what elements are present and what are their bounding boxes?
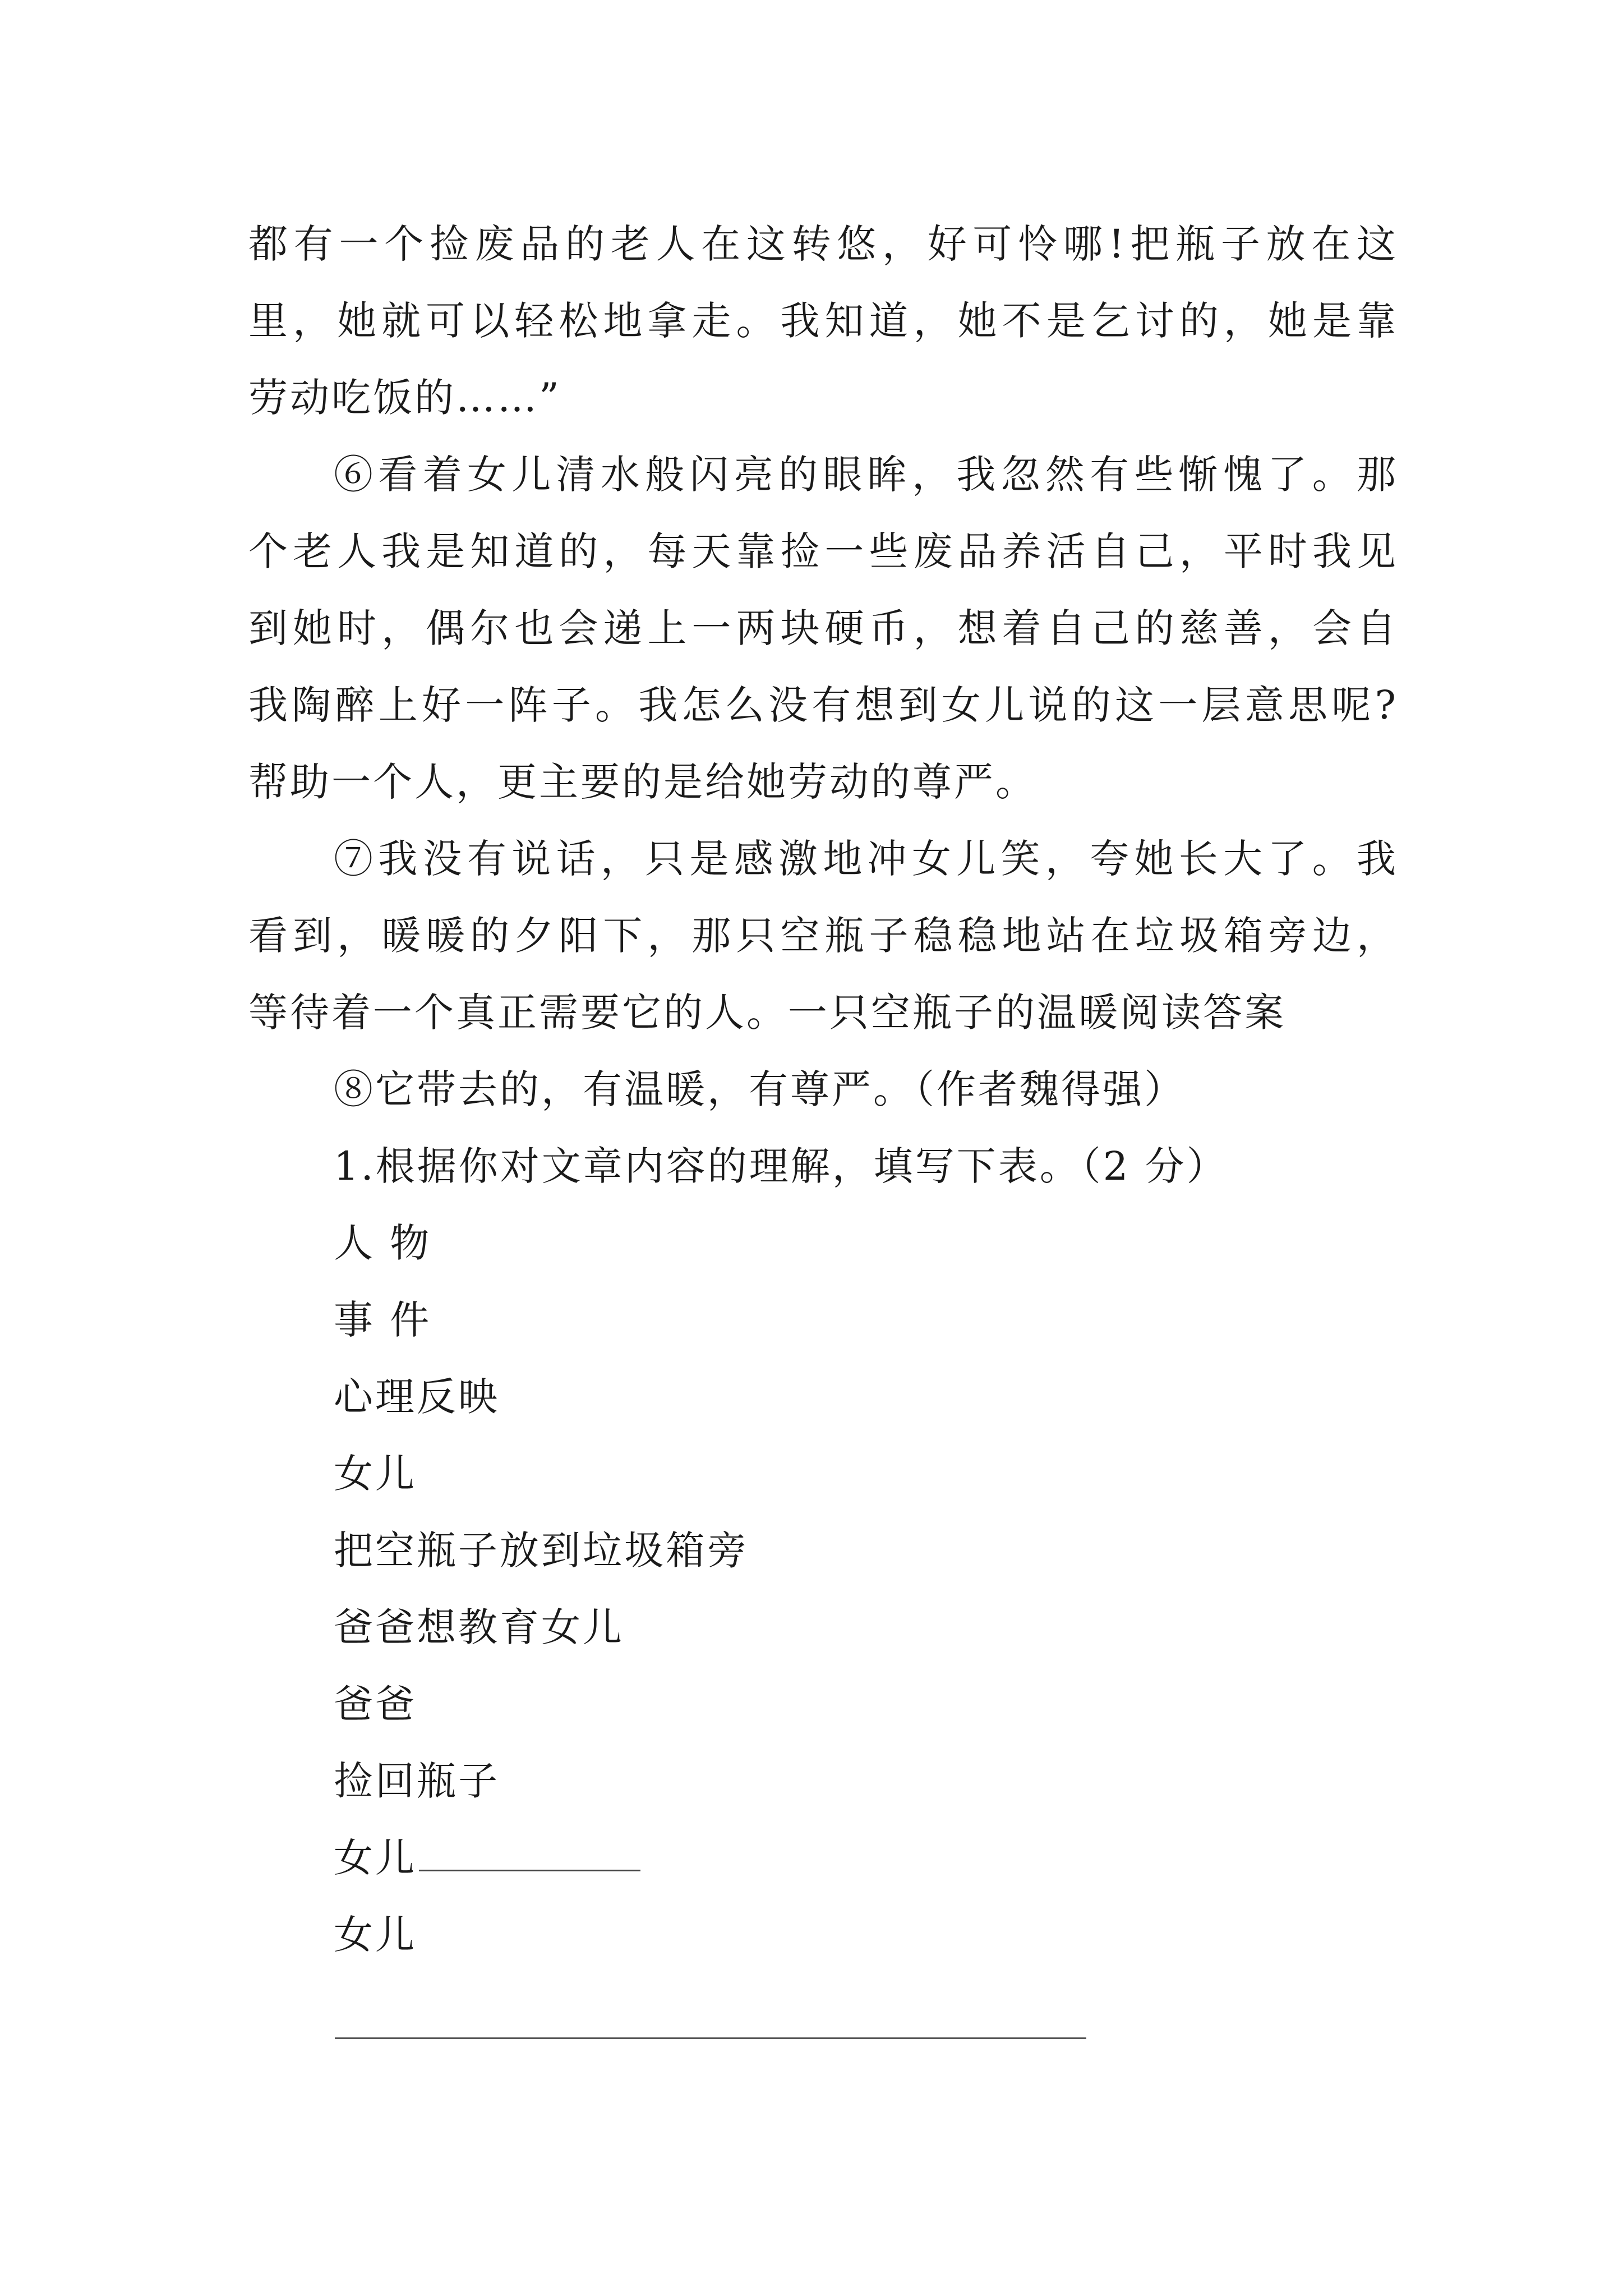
table-cell-daughter-2: 女儿 [334,1835,417,1881]
table-header-event: 事 件 [334,1297,432,1343]
answer-blank-1[interactable] [419,1836,640,1871]
passage-p6-line-3: 到她时，偶尔也会递上一两块硬币，想着自己的慈善，会自 [248,605,1398,651]
passage-p5-line-2: 里，她就可以轻松地拿走。我知道，她不是乞讨的，她是靠 [248,298,1398,344]
table-header-person: 人 物 [334,1220,432,1266]
table-cell-event-1: 把空瓶子放到垃圾箱旁 [334,1527,749,1573]
passage-p5-line-3: 劳动吃饭的……” [248,375,561,421]
passage-p5-line-1: 都有一个捡废品的老人在这转悠，好可怜哪!把瓶子放在这 [248,221,1398,267]
table-cell-daughter-1: 女儿 [334,1451,417,1497]
passage-p6-line-5: 帮助一个人，更主要的是给她劳动的尊严。 [248,759,1037,805]
table-cell-father: 爸爸 [334,1681,417,1727]
table-cell-reaction-1: 爸爸想教育女儿 [334,1604,624,1650]
passage-p7-line-2: 看到，暖暖的夕阳下，那只空瓶子稳稳地站在垃圾箱旁边， [248,913,1398,959]
passage-p6-line-4: 我陶醉上好一阵子。我怎么没有想到女儿说的这一层意思呢? [248,682,1398,728]
answer-blank-line[interactable] [335,2037,1086,2039]
passage-p6-line-1: ⑥看着女儿清水般闪亮的眼眸，我忽然有些惭愧了。那 [334,452,1398,498]
table-cell-event-2: 捡回瓶子 [334,1758,500,1804]
passage-p8: ⑧它带去的，有温暖，有尊严。（作者魏得强） [334,1066,1186,1112]
table-header-reaction: 心理反映 [334,1374,500,1420]
passage-p6-line-2: 个老人我是知道的，每天靠捡一些废品养活自己，平时我见 [248,528,1398,574]
question-prompt: 1.根据你对文章内容的理解，填写下表。（2 分） [334,1143,1228,1189]
passage-p7-line-3: 等待着一个真正需要它的人。一只空瓶子的温暖阅读答案 [248,990,1286,1036]
passage-p7-line-1: ⑦我没有说话，只是感激地冲女儿笑，夸她长大了。我 [334,836,1398,882]
table-cell-daughter-2-row [334,1830,640,1886]
table-cell-daughter-3: 女儿 [334,1912,417,1958]
